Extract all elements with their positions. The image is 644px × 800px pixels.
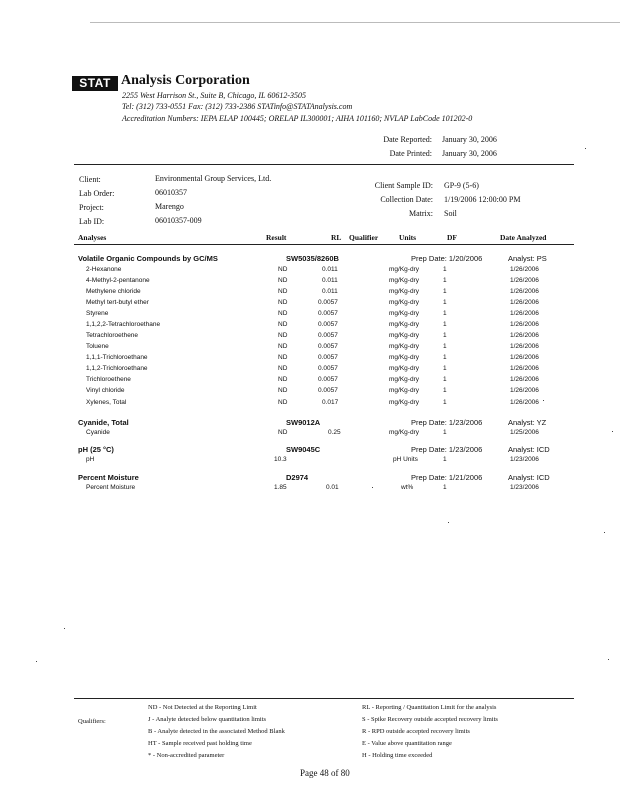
analyte-result: ND [278,299,288,306]
analyte-date: 1/26/2006 [510,399,539,406]
analyte-units: mg/Kg-dry [389,288,419,295]
analyte-date: 1/26/2006 [510,266,539,273]
analyte-rl: 0.017 [322,399,339,406]
analyte-units: mg/Kg-dry [389,277,419,284]
analyte-date: 1/25/2006 [510,429,539,436]
analyte-result: ND [278,321,288,328]
analyte-result: ND [278,429,288,436]
analyte-date: 1/26/2006 [510,376,539,383]
section-method: SW9045C [286,445,321,454]
analyte-df: 1 [443,310,447,317]
analyte-df: 1 [443,429,447,436]
analyte-result: ND [278,332,288,339]
analyte-units: mg/Kg-dry [389,376,419,383]
analyte-rl: 0.0057 [318,376,338,383]
analyte-rl: 0.25 [328,429,341,436]
analyte-units: mg/Kg-dry [389,387,419,394]
analyte-name: 4-Methyl-2-pentanone [86,277,150,284]
section-prep-date: Prep Date: 1/20/2006 [411,254,483,263]
analyte-rl: 0.011 [322,288,338,295]
qualifier-item: R - RPD outside accepted recovery limits [362,728,470,735]
section-title: Volatile Organic Compounds by GC/MS [78,254,218,263]
analyte-rl: 0.0057 [318,365,338,372]
analyte-name: Styrene [86,310,109,317]
header-divider [74,164,574,165]
analyte-result: ND [278,310,288,317]
column-header-rule [74,244,574,245]
analyte-rl: 0.011 [322,266,338,273]
analyte-result: 1.85 [274,484,287,491]
analyte-name: 1,1,2,2-Tetrachloroethane [86,321,161,328]
analyte-result: ND [278,288,288,295]
analyte-name: 2-Hexanone [86,266,122,273]
scan-speck [604,532,605,533]
analyte-units: mg/Kg-dry [389,321,419,328]
analyte-result: ND [278,376,288,383]
col-analyses: Analyses [78,233,107,242]
analyte-date: 1/26/2006 [510,343,539,350]
analyte-rl: 0.0057 [318,299,338,306]
sample-id-value: GP-9 (5-6) [444,181,479,190]
analyte-name: Cyanide [86,429,110,436]
analyte-df: 1 [443,299,447,306]
col-units: Units [399,233,417,242]
analyte-date: 1/26/2006 [510,354,539,361]
section-analyst: Analyst: PS [508,254,547,263]
client-label: Client: [79,175,101,184]
date-printed-value: January 30, 2006 [442,149,497,158]
qualifier-item: ND - Not Detected at the Reporting Limit [148,704,257,711]
scan-speck [585,148,586,149]
analyte-rl: 0.0057 [318,321,338,328]
section-analyst: Analyst: YZ [508,418,547,427]
page-number: Page 48 of 80 [300,768,350,778]
analyte-df: 1 [443,376,447,383]
qualifiers-label: Qualifiers: [78,718,106,725]
analyte-result: ND [278,354,288,361]
project-label: Project: [79,203,104,212]
analyte-df: 1 [443,343,447,350]
analyte-date: 1/26/2006 [510,277,539,284]
analyte-rl: 0.0057 [318,332,338,339]
lab-id-value: 06010357-009 [155,216,202,225]
accreditation-numbers: Accreditation Numbers: IEPA ELAP 100445; ORELAP IL300001; AIHA 101160; NVLAP LabCode 101202-0 [122,114,473,123]
date-reported-label: Date Reported: [383,135,432,144]
col-rl: RL [331,233,342,242]
scan-speck [543,400,544,401]
section-method: D2974 [286,473,309,482]
analyte-df: 1 [443,365,447,372]
analyte-result: ND [278,399,288,406]
scan-speck [64,628,65,629]
lab-id-label: Lab ID: [79,217,105,226]
analyte-result: ND [278,277,288,284]
analyte-units: pH Units [393,456,418,463]
analyte-units: mg/Kg-dry [389,299,419,306]
analyte-date: 1/23/2006 [510,484,539,491]
stat-logo: STAT [72,76,118,91]
analyte-result: 10.3 [274,456,287,463]
qualifier-item: * - Non-accredited parameter [148,752,225,759]
analyte-df: 1 [443,266,447,273]
scan-speck [448,522,449,523]
section-prep-date: Prep Date: 1/23/2006 [411,445,483,454]
analyte-name: 1,1,2-Trichloroethane [86,365,148,372]
lab-order-label: Lab Order: [79,189,115,198]
analyte-name: Xylenes, Total [86,399,127,406]
client-value: Environmental Group Services, Ltd. [155,174,272,183]
analyte-name: pH [86,456,95,463]
analyte-result: ND [278,365,288,372]
section-title: pH (25 °C) [78,445,114,454]
sample-id-label: Client Sample ID: [374,181,433,190]
scan-speck [36,661,37,662]
analyte-name: Trichloroethene [86,376,131,383]
section-title: Percent Moisture [78,473,139,482]
col-df: DF [447,233,457,242]
analyte-df: 1 [443,277,447,284]
analyte-name: Methyl tert-butyl ether [86,299,149,306]
analyte-df: 1 [443,321,447,328]
analyte-name: Methylene chloride [86,288,141,295]
footer-divider [74,698,574,699]
company-contact: Tel: (312) 733-0551 Fax: (312) 733-2386 STATinfo@STATAnalysis.com [122,102,353,111]
collection-date-value: 1/19/2006 12:00:00 PM [444,195,521,204]
analyte-units: wt% [401,484,414,491]
analyte-name: Toluene [86,343,109,350]
analyte-df: 1 [443,288,447,295]
col-qualifier: Qualifier [349,233,379,242]
scan-speck [608,659,609,660]
analyte-date: 1/26/2006 [510,310,539,317]
qualifier-item: J - Analyte detected below quantitation limits [148,716,267,723]
collection-date-label: Collection Date: [380,195,433,204]
analyte-result: ND [278,343,288,350]
analyte-result: ND [278,266,288,273]
analyte-units: mg/Kg-dry [389,310,419,317]
analyte-date: 1/26/2006 [510,332,539,339]
section-method: SW9012A [286,418,321,427]
qualifier-item: E - Value above quantitation range [362,740,452,747]
analyte-rl: 0.011 [322,277,338,284]
qualifier-item: H - Holding time exceeded [362,752,433,759]
analyte-date: 1/26/2006 [510,299,539,306]
analyte-date: 1/26/2006 [510,321,539,328]
analyte-date: 1/26/2006 [510,288,539,295]
col-result: Result [266,233,287,242]
analyte-name: Tetrachloroethene [86,332,139,339]
analyte-date: 1/23/2006 [510,456,539,463]
qualifier-item: S - Spike Recovery outside accepted recovery limits [362,716,498,723]
analyte-name: Percent Moisture [86,484,136,491]
section-title: Cyanide, Total [78,418,129,427]
date-reported-value: January 30, 2006 [442,135,497,144]
analyte-units: mg/Kg-dry [389,365,419,372]
analyte-name: 1,1,1-Trichloroethane [86,354,148,361]
analyte-rl: 0.0057 [318,387,338,394]
lab-order-value: 06010357 [155,188,187,197]
date-printed-label: Date Printed: [389,149,432,158]
section-analyst: Analyst: ICD [508,445,550,454]
company-address: 2255 West Harrison St., Suite B, Chicago, IL 60612-3505 [122,91,307,100]
analyte-df: 1 [443,332,447,339]
project-value: Marengo [155,202,184,211]
company-name: Analysis Corporation [121,73,250,88]
analyte-date: 1/26/2006 [510,387,539,394]
scan-speck [612,431,613,432]
analyte-units: mg/Kg-dry [389,266,419,273]
analyte-rl: 0.0057 [318,343,338,350]
section-prep-date: Prep Date: 1/21/2006 [411,473,483,482]
section-analyst: Analyst: ICD [508,473,550,482]
qualifier-item: B - Analyte detected in the associated Method Blank [148,728,285,735]
analyte-rl: 0.0057 [318,354,338,361]
qualifier-item: RL - Reporting / Quantitation Limit for the analysis [362,704,497,711]
analyte-units: mg/Kg-dry [389,332,419,339]
col-date-analyzed: Date Analyzed [500,233,547,242]
analyte-rl: 0.01 [326,484,339,491]
matrix-label: Matrix: [409,209,433,218]
analyte-df: 1 [443,354,447,361]
analyte-df: 1 [443,399,447,406]
analyte-units: mg/Kg-dry [389,399,419,406]
scan-speck [372,487,373,488]
analyte-df: 1 [443,484,447,491]
analyte-units: mg/Kg-dry [389,343,419,350]
matrix-value: Soil [444,209,457,218]
section-method: SW5035/8260B [286,254,339,263]
scan-artifact-line [90,22,620,23]
analyte-df: 1 [443,456,447,463]
analyte-name: Vinyl chloride [86,387,125,394]
qualifier-item: HT - Sample received past holding time [148,740,252,747]
section-prep-date: Prep Date: 1/23/2006 [411,418,483,427]
analyte-units: mg/Kg-dry [389,354,419,361]
analyte-date: 1/26/2006 [510,365,539,372]
analyte-df: 1 [443,387,447,394]
analyte-rl: 0.0057 [318,310,338,317]
analyte-result: ND [278,387,288,394]
analyte-units: mg/Kg-dry [389,429,419,436]
